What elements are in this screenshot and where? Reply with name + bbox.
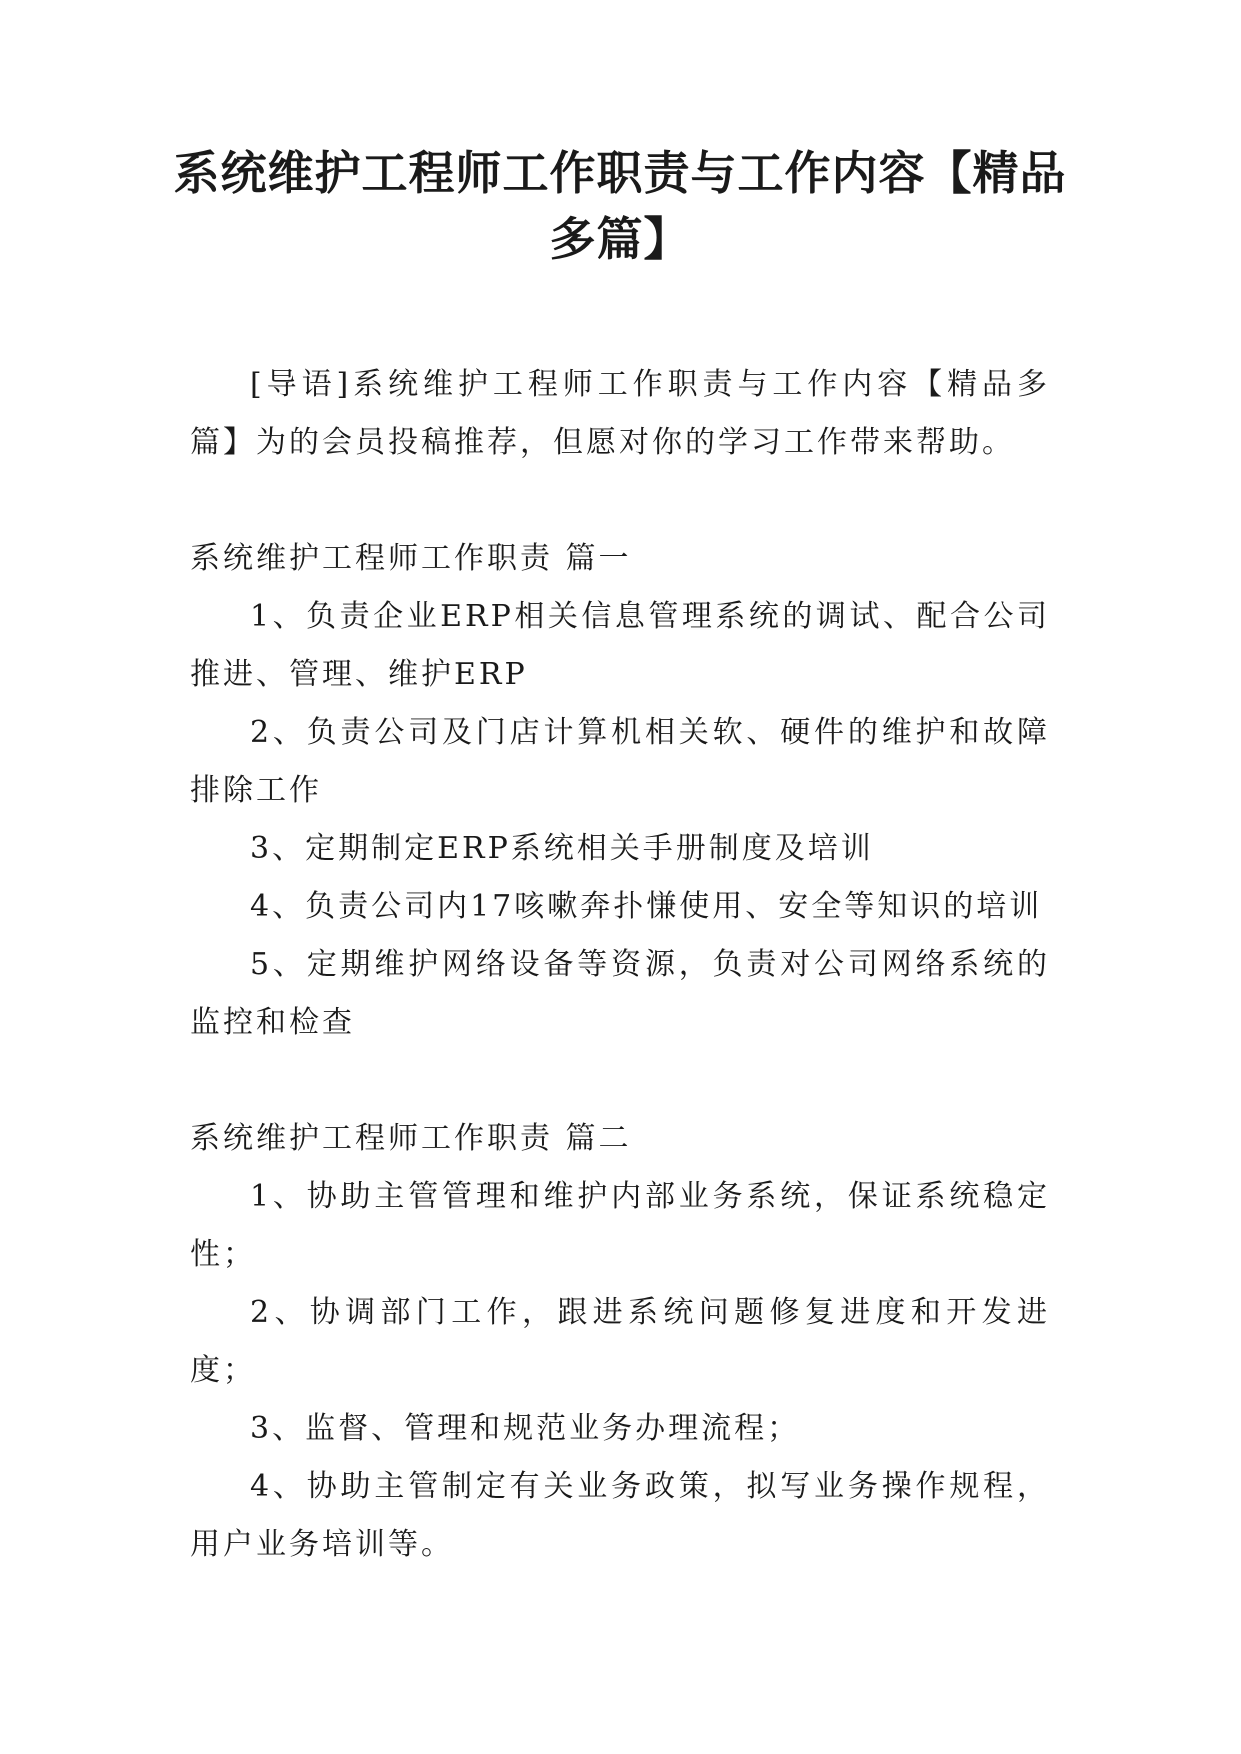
list-item: 2、负责公司及门店计算机相关软、硬件的维护和故障排除工作 [190, 715, 1050, 808]
section-heading: 系统维护工程师工作职责 篇二 [190, 1121, 632, 1156]
list-item: 3、定期制定ERP系统相关手册制度及培训 [250, 831, 874, 866]
list-item: 3、监督、管理和规范业务办理流程； [250, 1411, 801, 1446]
list-item: 1、协助主管管理和维护内部业务系统，保证系统稳定性； [190, 1179, 1050, 1272]
document-body [190, 356, 1050, 1574]
list-item: 4、负责公司内17咳嗽奔扑慊使用、安全等知识的培训 [250, 889, 1043, 924]
intro-paragraph: [导语]系统维护工程师工作职责与工作内容【精品多篇】为的会员投稿推荐，但愿对你的学习工作带来帮助。 [190, 367, 1050, 460]
list-item: 1、负责企业ERP相关信息管理系统的调试、配合公司推进、管理、维护ERP [190, 599, 1050, 692]
list-item: 4、协助主管制定有关业务政策，拟写业务操作规程，用户业务培训等。 [190, 1469, 1050, 1562]
list-item: 5、定期维护网络设备等资源，负责对公司网络系统的监控和检查 [190, 947, 1050, 1040]
list-item: 2、协调部门工作，跟进系统问题修复进度和开发进度； [190, 1295, 1050, 1388]
document-title: 系统维护工程师工作职责与工作内容【精品多篇】 [173, 146, 1067, 266]
section-heading: 系统维护工程师工作职责 篇一 [190, 541, 632, 576]
